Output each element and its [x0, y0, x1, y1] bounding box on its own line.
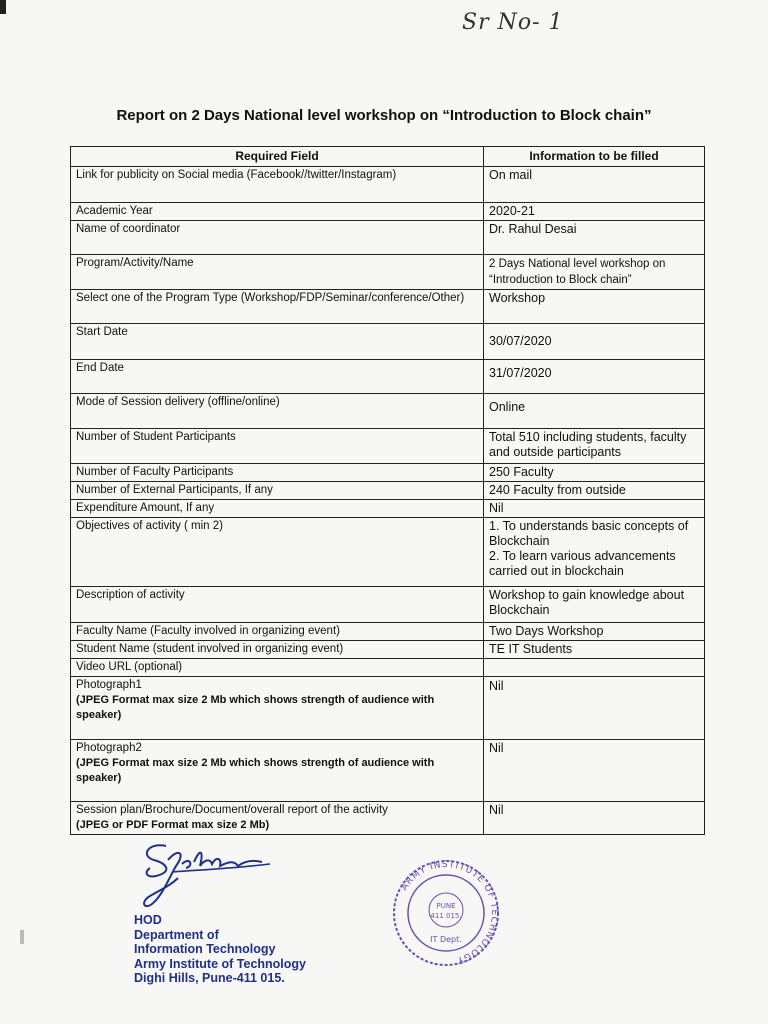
field-value: 240 Faculty from outside	[484, 482, 705, 500]
field-label: Faculty Name (Faculty involved in organizing event)	[71, 623, 484, 641]
field-value: 30/07/2020	[484, 324, 705, 360]
column-header-field: Required Field	[71, 147, 484, 167]
hod-line: Department of	[134, 927, 219, 942]
field-label: Video URL (optional)	[71, 659, 484, 677]
hod-line: Information Technology	[134, 942, 276, 956]
field-label: End Date	[71, 360, 484, 394]
field-label	[71, 802, 484, 835]
field-title: Photograph1	[76, 679, 142, 691]
table-row	[71, 360, 705, 394]
document-title: Report on 2 Days National level workshop on “Introduction to Block chain”	[116, 107, 652, 124]
table-row	[71, 167, 705, 203]
table-row	[71, 500, 705, 518]
field-title: Session plan/Brochure/Document/overall report of the activity	[76, 804, 388, 816]
column-header-info: Information to be filled	[484, 147, 705, 167]
field-value: Online	[484, 394, 705, 429]
field-value: Workshop to gain knowledge about Blockchain	[484, 587, 705, 623]
table-row	[71, 641, 705, 659]
field-value: 250 Faculty	[484, 464, 705, 482]
report-table	[70, 146, 705, 835]
field-title: Photograph2	[76, 742, 142, 754]
table-row	[71, 587, 705, 623]
table-row	[71, 429, 705, 464]
objective-item: 1. To understands basic concepts of Blockchain	[489, 519, 689, 548]
hod-signature	[138, 838, 288, 913]
field-label: Program/Activity/Name	[71, 255, 484, 290]
field-value: Workshop	[484, 290, 705, 324]
field-value: Nil	[484, 677, 705, 740]
table-row	[71, 659, 705, 677]
table-row	[71, 518, 705, 587]
field-value: 2 Days National level workshop on “Introduction to Block chain”	[484, 255, 705, 290]
field-value: Two Days Workshop	[484, 623, 705, 641]
field-value: Dr. Rahul Desai	[484, 221, 705, 255]
table-row	[71, 482, 705, 500]
field-value: On mail	[484, 167, 705, 203]
table-row	[71, 221, 705, 255]
field-label: Expenditure Amount, If any	[71, 500, 484, 518]
field-value: Nil	[484, 500, 705, 518]
serial-number: Sr No- 1	[462, 10, 564, 35]
field-value: 31/07/2020	[484, 360, 705, 394]
table-row	[71, 802, 705, 835]
svg-text:411 015.: 411 015.	[430, 912, 462, 920]
field-note: (JPEG Format max size 2 Mb which shows strength of audience with speaker)	[76, 757, 435, 784]
department-seal-stamp	[385, 858, 507, 968]
field-label: Objectives of activity ( min 2)	[71, 518, 484, 587]
table-row	[71, 394, 705, 429]
field-value: Total 510 including students, faculty and outside participants	[484, 429, 705, 464]
svg-text:IT Dept.: IT Dept.	[430, 935, 462, 944]
objective-item: 2. To learn various advancements carried out in blockchain	[489, 549, 676, 578]
table-row	[71, 623, 705, 641]
hod-address-block	[134, 913, 306, 986]
field-label	[71, 677, 484, 740]
field-label: Academic Year	[71, 203, 484, 221]
scan-artifact	[20, 930, 24, 944]
table-row	[71, 203, 705, 221]
field-value	[484, 518, 705, 587]
table-row	[71, 677, 705, 740]
field-label: Description of activity	[71, 587, 484, 623]
table-row	[71, 290, 705, 324]
table-row	[71, 740, 705, 802]
field-label: Select one of the Program Type (Workshop/FDP/Seminar/conference/Other)	[71, 290, 484, 324]
field-value: 2020-21	[484, 203, 705, 221]
field-label: Number of Faculty Participants	[71, 464, 484, 482]
hod-line: Army Institute of Technology	[134, 956, 306, 971]
field-label: Start Date	[71, 324, 484, 360]
field-note: (JPEG Format max size 2 Mb which shows strength of audience with speaker)	[76, 694, 435, 721]
field-note: (JPEG or PDF Format max size 2 Mb)	[76, 819, 270, 831]
field-label	[71, 740, 484, 802]
hod-line: HOD	[134, 913, 162, 927]
table-row	[71, 324, 705, 360]
svg-text:PUNE: PUNE	[436, 902, 456, 910]
field-label: Student Name (student involved in organizing event)	[71, 641, 484, 659]
table-row	[71, 255, 705, 290]
svg-text:ARMY INSTITUTE OF TECHNOLOGY: ARMY INSTITUTE OF TECHNOLOGY	[399, 859, 500, 965]
field-label: Link for publicity on Social media (Facebook//twitter/Instagram)	[71, 167, 484, 203]
field-value: TE IT Students	[484, 641, 705, 659]
field-label: Name of coordinator	[71, 221, 484, 255]
field-value	[484, 659, 705, 677]
table-header-row	[71, 147, 705, 167]
table-row	[71, 464, 705, 482]
corner-mark	[0, 0, 6, 14]
hod-line: Dighi Hills, Pune-411 015.	[134, 971, 285, 985]
field-label: Number of External Participants, If any	[71, 482, 484, 500]
field-value: Nil	[484, 740, 705, 802]
field-label: Number of Student Participants	[71, 429, 484, 464]
field-label: Mode of Session delivery (offline/online)	[71, 394, 484, 429]
field-value: Nil	[484, 802, 705, 835]
